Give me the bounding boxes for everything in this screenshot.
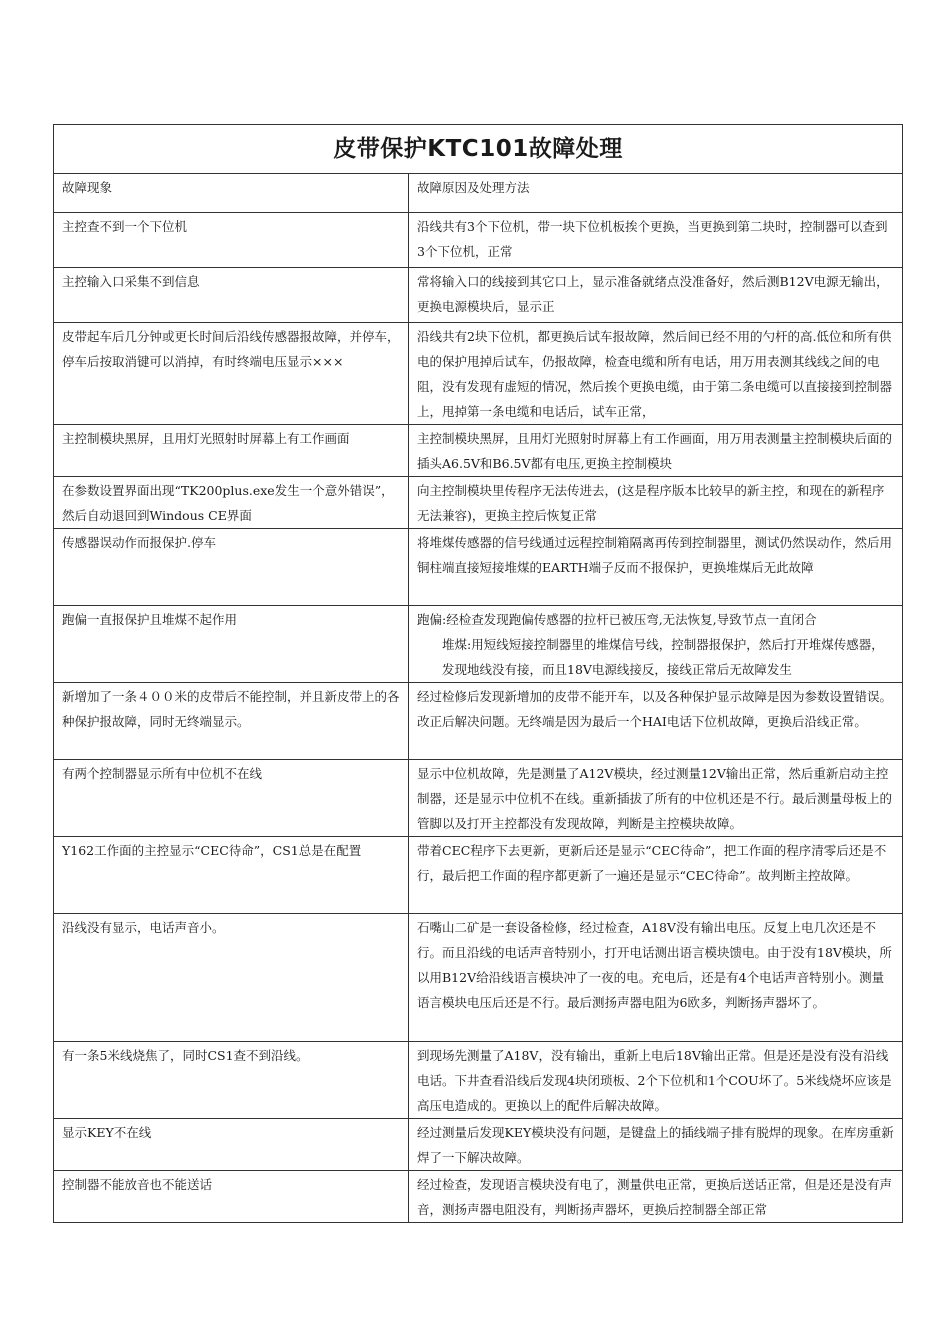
solution-cell: 沿线共有2块下位机，都更换后试车报故障，然后间已经不用的勺杆的高.低位和所有供电的保护甩掉后试车，仍报故障，检查电缆和所有电话，用万用表测其线线之间的电阻，没有发现有虚短的情况，然后挨个更换电缆，由于第二条电缆可以直接接到控制器上，甩掉第一条电缆和电话后，试车正常， — [409, 323, 903, 425]
solution-cell: 带着CEC程序下去更新，更新后还是显示“CEC待命”，把工作面的程序清零后还是不行，最后把工作面的程序都更新了一遍还是显示“CEC待命”。故判断主控故障。 — [409, 837, 903, 914]
symptom-cell: Y162工作面的主控显示“CEC待命”，CS1总是在配置 — [54, 837, 409, 914]
table-row — [54, 683, 903, 760]
solution-cell — [409, 606, 903, 683]
header-solution: 故障原因及处理方法 — [409, 174, 903, 213]
table-row — [54, 425, 903, 477]
solution-cell: 将堆煤传感器的信号线通过远程控制箱隔离再传到控制器里，测试仍然误动作，然后用铜柱端直接短接堆煤的EARTH端子反而不报保护，更换堆煤后无此故障 — [409, 529, 903, 606]
table-row — [54, 213, 903, 268]
table-row — [54, 760, 903, 837]
table-row — [54, 323, 903, 425]
title-row — [54, 125, 903, 174]
table-row — [54, 837, 903, 914]
symptom-cell: 在参数设置界面出现“TK200plus.exe发生一个意外错误”，然后自动退回到Windous CE界面 — [54, 477, 409, 529]
solution-cell: 经过测量后发现KEY模块没有问题，是键盘上的插线端子排有脱焊的现象。在库房重新焊了一下解决故障。 — [409, 1119, 903, 1171]
table-row — [54, 477, 903, 529]
solution-cell: 主控制模块黑屏，且用灯光照射时屏幕上有工作画面，用万用表测量主控制模块后面的插头A6.5V和B6.5V都有电压,更换主控制模块 — [409, 425, 903, 477]
table-row — [54, 529, 903, 606]
symptom-cell: 主控查不到一个下位机 — [54, 213, 409, 268]
solution-cell: 沿线共有3个下位机，带一块下位机板挨个更换，当更换到第二块时，控制器可以查到3个下位机，正常 — [409, 213, 903, 268]
table-row — [54, 268, 903, 323]
table-row — [54, 1171, 903, 1223]
symptom-cell: 控制器不能放音也不能送话 — [54, 1171, 409, 1223]
symptom-cell: 跑偏一直报保护且堆煤不起作用 — [54, 606, 409, 683]
symptom-cell: 有一条5米线烧焦了，同时CS1查不到沿线。 — [54, 1042, 409, 1119]
symptom-cell: 沿线没有显示，电话声音小。 — [54, 914, 409, 1042]
fault-table — [53, 124, 903, 1223]
symptom-cell: 有两个控制器显示所有中位机不在线 — [54, 760, 409, 837]
header-row — [54, 174, 903, 213]
header-symptom: 故障现象 — [54, 174, 409, 213]
table-row — [54, 914, 903, 1042]
table-row — [54, 1042, 903, 1119]
symptom-cell: 皮带起车后几分钟或更长时间后沿线传感器报故障，并停车，停车后按取消键可以消掉，有时终端电压显示××× — [54, 323, 409, 425]
solution-cell: 经过检修后发现新增加的皮带不能开车，以及各种保护显示故障是因为参数设置错误。改正后解决问题。无终端是因为最后一个HAI电话下位机故障，更换后沿线正常。 — [409, 683, 903, 760]
document-title: 皮带保护KTC101故障处理 — [54, 125, 903, 174]
symptom-cell: 新增加了一条４００米的皮带后不能控制，并且新皮带上的各种保护报故障，同时无终端显示。 — [54, 683, 409, 760]
solution-cell: 显示中位机故障，先是测量了A12V模块，经过测量12V输出正常，然后重新启动主控制器，还是显示中位机不在线。重新插拔了所有的中位机还是不行。最后测量母板上的管脚以及打开主控都没有发现故障，判断是主控模块故障。 — [409, 760, 903, 837]
solution-cell: 石嘴山二矿是一套设备检修，经过检查，A18V没有输出电压。反复上电几次还是不行。而且沿线的电话声音特别小，打开电话测出语言模块馈电。由于没有18V模块，所以用B12V给沿线语言模块冲了一夜的电。充电后，还是有4个电话声音特别小。测量语言模块电压后还是不行。最后测扬声器电阻为6欧多，判断扬声器坏了。 — [409, 914, 903, 1042]
solution-line: 堆煤:用短线短接控制器里的堆煤信号线，控制器报保护，然后打开堆煤传感器，发现地线没有接，而且18V电源线接反，接线正常后无故障发生 — [442, 637, 884, 677]
symptom-cell: 主控输入口采集不到信息 — [54, 268, 409, 323]
solution-cell: 经过检查，发现语言模块没有电了，测量供电正常，更换后送话正常，但是还是没有声音，测扬声器电阻没有，判断扬声器坏，更换后控制器全部正常 — [409, 1171, 903, 1223]
solution-cell: 到现场先测量了A18V，没有输出，重新上电后18V输出正常。但是还是没有没有沿线电话。下井查看沿线后发现4块闭琐板、2个下位机和1个COU坏了。5米线烧坏应该是高压电造成的。更换以上的配件后解决故障。 — [409, 1042, 903, 1119]
table-row — [54, 606, 903, 683]
symptom-cell: 主控制模块黑屏，且用灯光照射时屏幕上有工作画面 — [54, 425, 409, 477]
solution-cell: 向主控制模块里传程序无法传进去，(这是程序版本比较早的新主控，和现在的新程序无法兼容)，更换主控后恢复正常 — [409, 477, 903, 529]
solution-cell: 常将输入口的线接到其它口上，显示准备就绪点没准备好，然后测B12V电源无输出，更换电源模块后，显示正 — [409, 268, 903, 323]
table-row — [54, 1119, 903, 1171]
symptom-cell: 传感器误动作而报保护.停车 — [54, 529, 409, 606]
symptom-cell: 显示KEY不在线 — [54, 1119, 409, 1171]
solution-line: 跑偏:经检查发现跑偏传感器的拉杆已被压弯,无法恢复,导致节点一直闭合 — [417, 612, 817, 627]
